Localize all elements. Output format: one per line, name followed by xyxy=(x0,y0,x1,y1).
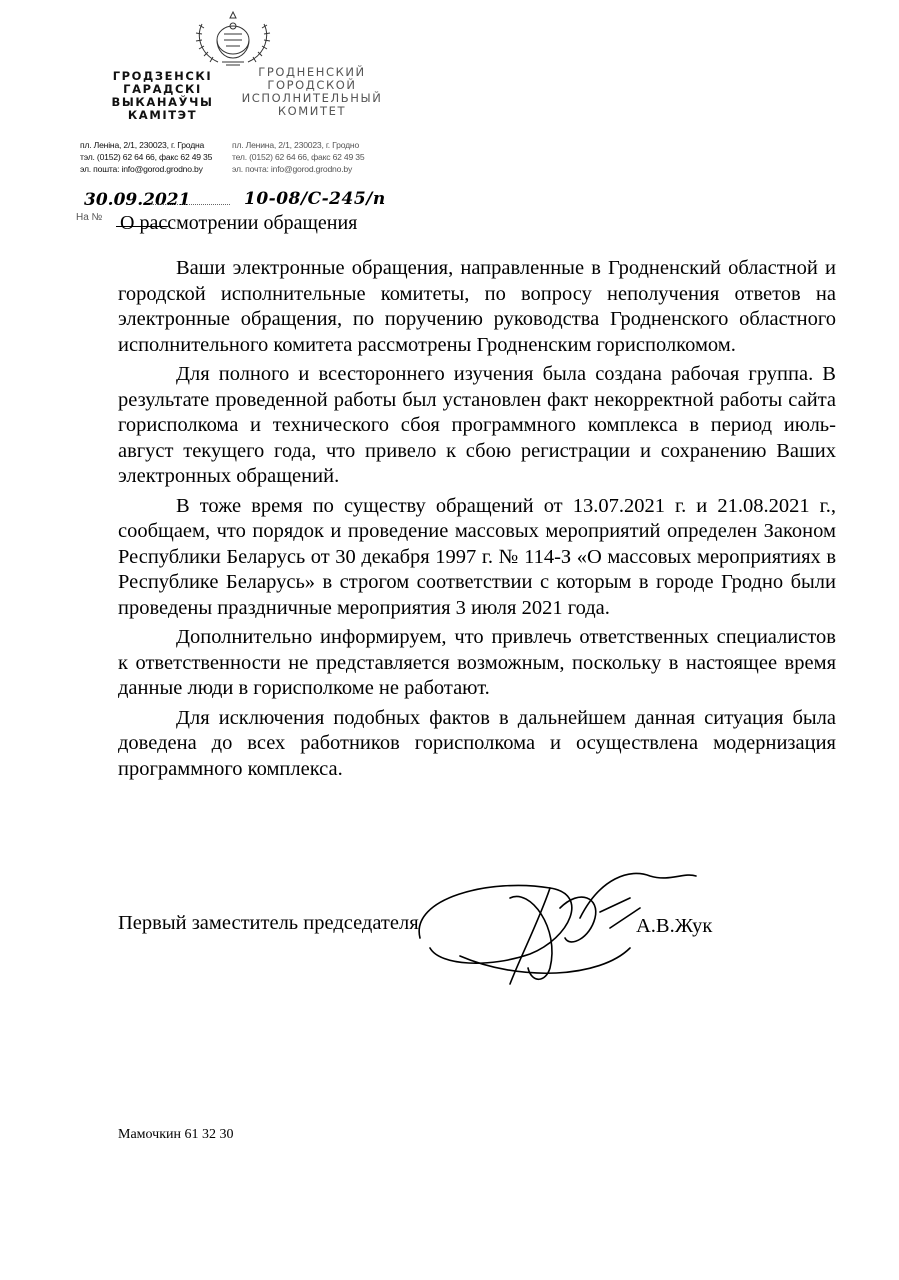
letter-date: 30.09.2021 xyxy=(84,190,191,210)
address-belarusian xyxy=(80,139,212,175)
body-paragraph: Дополнительно информируем, что привлечь ответственных специалистов к ответственности не представляется возможным, поскольку в настоящее время данные люди в горисполкоме не работают. xyxy=(118,626,836,699)
signer-name: А.В.Жук xyxy=(636,915,713,937)
org-line: ГОРОДСКОЙ xyxy=(267,78,357,92)
org-line: ВЫКАНАЎЧЫ xyxy=(111,95,214,109)
address-line: пл. Ленiна, 2/1, 230023, г. Гродна xyxy=(80,140,205,150)
address-line: тэл. (0152) 62 64 66, факс 62 49 35 xyxy=(80,152,213,162)
org-name-belarusian xyxy=(100,70,225,122)
org-name-russian xyxy=(232,66,392,118)
org-line: ГРОДНЕНСКИЙ xyxy=(258,65,366,79)
executor-contact: Мамочкин 61 32 30 xyxy=(118,1127,234,1142)
coat-of-arms-emblem xyxy=(188,6,278,68)
address-line: эл. пошта: info@gorod.grodno.by xyxy=(80,164,203,174)
body-paragraph: Для исключения подобных фактов в дальнейшем данная ситуация была доведена до всех работников горисполкома и осуществлена модернизация программного комплекса. xyxy=(118,706,836,780)
address-russian xyxy=(232,139,364,175)
address-line: тел. (0152) 62 64 66, факс 62 49 35 xyxy=(232,152,365,162)
org-line: ГРОДЗЕНСКІ xyxy=(112,69,213,83)
letter-subject: О рассмотрении обращения xyxy=(120,212,358,234)
org-line: КОМИТЕТ xyxy=(277,104,347,118)
reference-label: На № xyxy=(76,212,103,223)
body-paragraph: Ваши электронные обращения, направленные в Гродненский областной и городской исполнительные комитеты, по вопросу неполучения ответов на электронные обращения, по поручению руководства Гродненского областного исполнительного комитета рассмотрены Гродненским горисполкомом. xyxy=(118,257,836,356)
signer-title: Первый заместитель председателя xyxy=(118,912,419,934)
org-line: ИСПОЛНИТЕЛЬНЫЙ xyxy=(241,91,383,105)
date-underline xyxy=(150,204,230,205)
org-line: ГАРАДСКІ xyxy=(123,82,202,96)
registration-number: 10-08/С-245/п xyxy=(244,189,386,209)
address-line: пл. Ленина, 2/1, 230023, г. Гродно xyxy=(232,140,360,150)
body-paragraph: В тоже время по существу обращений от 13.07.2021 г. и 21.08.2021 г., сообщаем, что порядок и проведение массовых мероприятий определен Законом Республики Беларусь от 30 декабря 1997 г. № 114-З «О массовых мероприятиях в Республике Беларусь» в строгом соответствии с которым в городе Гродно были проведены праздничные мероприятия 3 июля 2021 года. xyxy=(118,494,836,619)
address-line: эл. почта: info@gorod.grodno.by xyxy=(232,164,353,174)
body-paragraph: Для полного и всестороннего изучения была создана рабочая группа. В результате проведенной работы был установлен факт некорректной работы сайта горисполкома и технического сбоя программного комплекса в период июль-август текущего года, что привело к сбою регистрации и сохранению Ваших электронных обращений. xyxy=(118,363,836,487)
letter-body xyxy=(118,256,836,786)
org-line: КАМІТЭТ xyxy=(127,108,198,122)
subject-strike-line xyxy=(116,226,168,227)
